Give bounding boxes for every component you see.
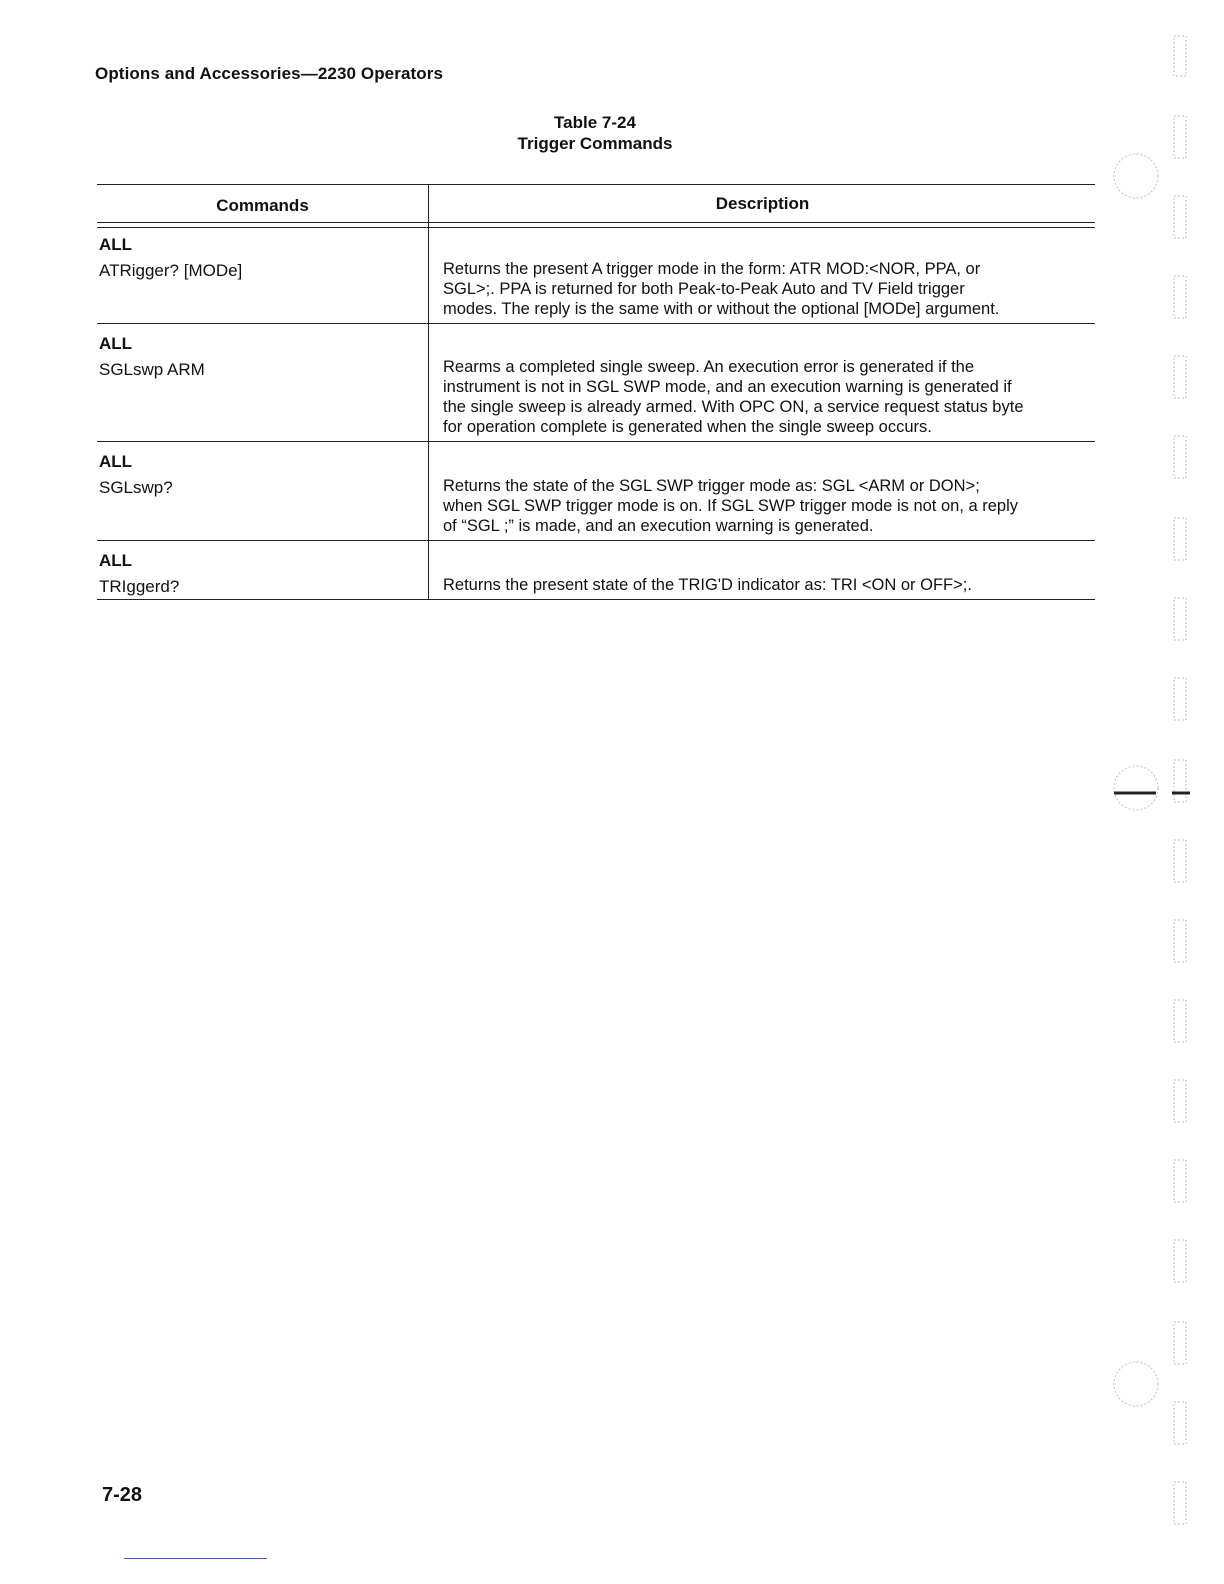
trigger-commands-table — [97, 184, 1095, 600]
command-description — [443, 259, 1091, 319]
punch-hole-mark — [1114, 1362, 1158, 1406]
table-row — [97, 225, 1095, 324]
binder-slot-mark — [1174, 436, 1186, 478]
command-name: TRIggerd? — [99, 577, 180, 596]
description-line: modes. The reply is the same with or without the optional [MODe] argument. — [443, 300, 1000, 318]
command-group: ALL — [99, 452, 133, 471]
binder-slot-mark — [1174, 678, 1186, 720]
binder-slot-mark — [1174, 840, 1186, 882]
description-line: Returns the present state of the TRIG'D indicator as: TRI <ON or OFF>;. — [443, 576, 972, 594]
binder-slot-mark — [1174, 760, 1186, 802]
description-line: Rearms a completed single sweep. An execution error is generated if the — [443, 358, 975, 376]
binder-slot-mark — [1174, 1240, 1186, 1282]
column-header-commands: Commands — [216, 196, 309, 215]
command-description — [443, 575, 1091, 595]
description-line: instrument is not in SGL SWP mode, and an execution warning is generated if — [443, 378, 1012, 396]
table-row — [97, 324, 1095, 442]
table-title: Trigger Commands — [517, 134, 673, 153]
command-description — [443, 357, 1091, 437]
command-name: ATRigger? [MODe] — [99, 261, 243, 280]
binder-slot-mark — [1174, 920, 1186, 962]
page-header: Options and Accessories—2230 Operators — [95, 64, 444, 83]
footer-rule — [124, 1558, 267, 1559]
punch-hole-mark — [1114, 766, 1158, 810]
binder-slot-mark — [1174, 356, 1186, 398]
description-line: Returns the state of the SGL SWP trigger mode as: SGL <ARM or DON>; — [443, 477, 980, 495]
page-number: 7-28 — [102, 1484, 143, 1506]
binder-slot-mark — [1174, 1080, 1186, 1122]
table-caption — [0, 112, 1190, 154]
description-line: the single sweep is already armed. With OPC ON, a service request status byte — [443, 398, 1024, 416]
command-name: SGLswp? — [99, 478, 173, 497]
description-line: when SGL SWP trigger mode is on. If SGL SWP trigger mode is not on, a reply — [443, 497, 1019, 515]
table-header-row — [97, 184, 1095, 225]
description-line: SGL>;. PPA is returned for both Peak-to-Peak Auto and TV Field trigger — [443, 280, 965, 298]
binder-slot-mark — [1174, 196, 1186, 238]
binder-slot-mark — [1174, 518, 1186, 560]
description-line: Returns the present A trigger mode in the form: ATR MOD:<NOR, PPA, or — [443, 260, 981, 278]
command-group: ALL — [99, 551, 133, 570]
binder-slot-mark — [1174, 1160, 1186, 1202]
command-description — [443, 476, 1091, 536]
description-line: for operation complete is generated when the single sweep occurs. — [443, 418, 932, 436]
binder-slot-mark — [1174, 36, 1186, 76]
binder-slot-mark — [1174, 1402, 1186, 1444]
binder-slot-mark — [1174, 1482, 1186, 1524]
binder-slot-mark — [1174, 1322, 1186, 1364]
command-group: ALL — [99, 235, 133, 254]
column-header-description: Description — [715, 194, 810, 213]
punch-hole-mark — [1114, 154, 1158, 198]
command-name: SGLswp ARM — [99, 360, 205, 379]
command-group: ALL — [99, 334, 133, 353]
table-row — [97, 442, 1095, 541]
binder-slot-mark — [1174, 1000, 1186, 1042]
binder-slot-mark — [1174, 276, 1186, 318]
table-row — [97, 541, 1095, 600]
binder-slot-mark — [1174, 598, 1186, 640]
table-number: Table 7-24 — [554, 113, 636, 132]
description-line: of “SGL ;” is made, and an execution warning is generated. — [443, 517, 874, 535]
